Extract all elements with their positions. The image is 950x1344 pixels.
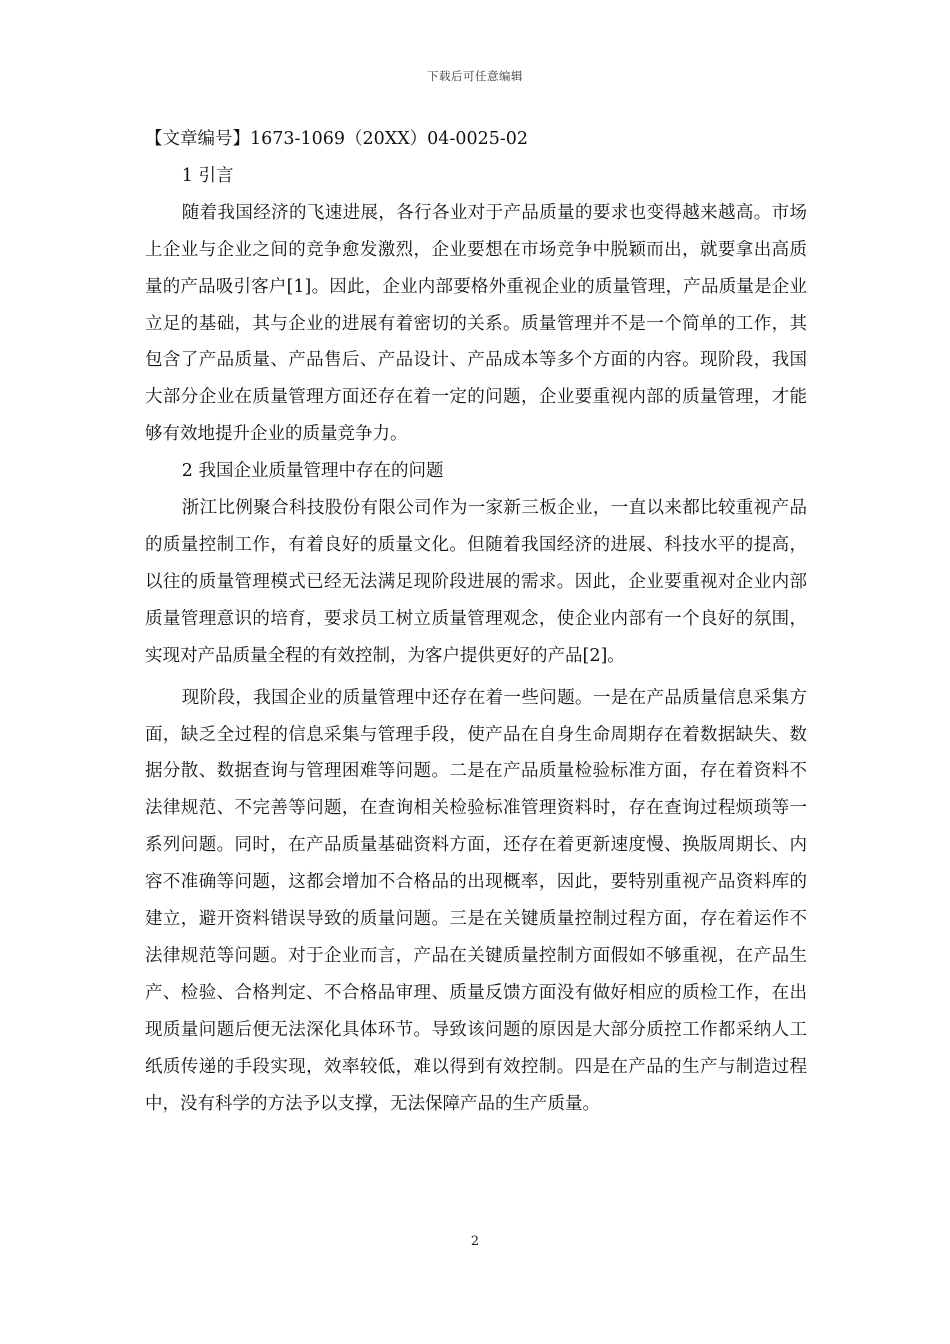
paragraph-company-overview: 浙江比例聚合科技股份有限公司作为一家新三板企业，一直以来都比较重视产品的质量控制工作，有着良好的质量文化。但随着我国经济的进展、科技水平的提高，以往的质量管理模式已经无法满足现阶段进展的需求。因此，企业要重视对企业内部质量管理意识的培育，要求员工树立质量管理观念，使企业内部有一个良好的氛围，实现对产品质量全程的有效控制，为客户提供更好的产品[2]。 <box>145 498 807 666</box>
paragraph-current-problems: 现阶段，我国企业的质量管理中还存在着一些问题。一是在产品质量信息采集方面，缺乏全过程的信息采集与管理手段，使产品在自身生命周期存在着数据缺失、数据分散、数据查询与管理困难等问题。二是在产品质量检验标准方面，存在着资料不法律规范、不完善等问题，在查询相关检验标准管理资料时，存在查询过程烦琐等一系列问题。同时，在产品质量基础资料方面，还存在着更新速度慢、换版周期长、内容不准确等问题，这都会增加不合格品的出现概率，因此，要特别重视产品资料库的建立，避开资料错误导致的质量问题。三是在关键质量控制过程方面，存在着运作不法律规范等问题。对于企业而言，产品在关键质量控制方面假如不够重视，在产品生产、检验、合格判定、不合格品审理、质量反馈方面没有做好相应的质检工作，在出现质量问题后便无法深化具体环节。导致该问题的原因是大部分质控工作都采纳人工纸质传递的手段实现，效率较低，难以得到有效控制。四是在产品的生产与制造过程中，没有科学的方法予以支撑，无法保障产品的生产质量。 <box>145 687 807 1114</box>
paragraph-introduction: 随着我国经济的飞速进展，各行各业对于产品质量的要求也变得越来越高。市场上企业与企业之间的竞争愈发激烈，企业要想在市场竞争中脱颖而出，就要拿出高质量的产品吸引客户[1]。因此，企业内部要格外重视企业的质量管理，产品质量是企业立足的基础，其与企业的进展有着密切的关系。质量管理并不是一个简单的工作，其包含了产品质量、产品售后、产品设计、产品成本等多个方面的内容。现阶段，我国大部分企业在质量管理方面还存在着一定的问题，企业要重视内部的质量管理，才能够有效地提升企业的质量竞争力。 <box>145 202 807 445</box>
page-header-note: 下载后可任意编辑 <box>427 69 523 83</box>
section-heading-introduction: 1 引言 <box>181 165 234 186</box>
article-number: 【文章编号】1673-1069（20XX）04-0025-02 <box>145 129 529 149</box>
section-heading-problems: 2 我国企业质量管理中存在的问题 <box>181 461 444 482</box>
page-number: 2 <box>470 1234 480 1249</box>
document-body <box>145 121 807 1122</box>
